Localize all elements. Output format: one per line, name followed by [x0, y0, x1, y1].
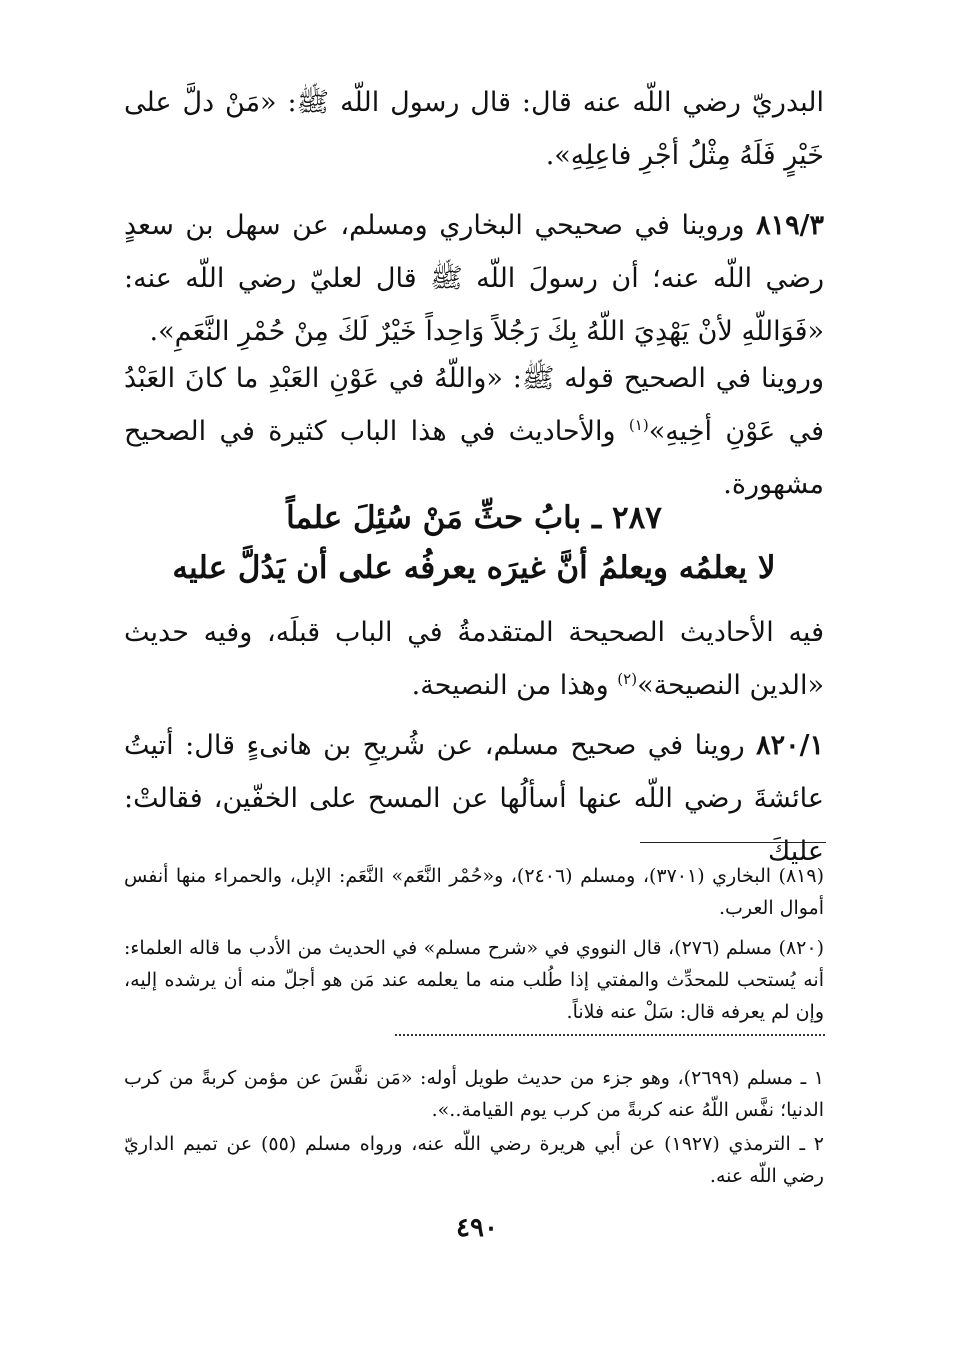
- footnote-1-label: ١ ـ: [800, 1067, 825, 1089]
- footnote-1: [124, 1062, 824, 1126]
- paragraph-sahih: [124, 352, 824, 511]
- page-number: ٤٩٠: [456, 1213, 498, 1243]
- paragraph-chapter-intro-end: وهذا من النصيحة.: [411, 670, 618, 701]
- footnote-2-text: الترمذي (١٩٢٧) عن أبي هريرة رضي اللّه عنه، ورواه مسلم (٥٥) عن تميم الداريّ رضي اللّه عنه.: [124, 1133, 824, 1187]
- footnote-819-label: (٨١٩): [778, 865, 825, 887]
- paragraph-chapter-intro: [124, 606, 824, 712]
- footnote-820-label: (٨٢٠): [778, 937, 825, 959]
- hadith-819-text: وروينا في صحيحي البخاري ومسلم، عن سهل بن سعدٍ رضي اللّه عنه؛ أن رسولَ اللّه ﷺ قال لعليّ رضي اللّه عنه: «فَوَاللّهِ لأنْ يَهْدِيَ اللّهُ بِكَ رَجُلاً وَاحِداً خَيْرٌ لَكَ مِنْ حُمْرِ النَّعَمِ».: [124, 210, 824, 347]
- footnote-819: [124, 860, 824, 924]
- footnote-separator: [640, 842, 826, 843]
- footnote-dotted-separator: [395, 1034, 825, 1036]
- hadith-820-number: ٨٢٠/١: [756, 730, 824, 761]
- footnote-2-label: ٢ ـ: [799, 1133, 825, 1155]
- paragraph-intro-text: البدريّ رضي اللّه عنه قال: قال رسول اللّه ﷺ: «مَنْ دلَّ على خَيْرٍ فَلَهُ مِثْلُ أجْرِ فاعِلِهِ».: [124, 87, 824, 171]
- chapter-heading-line2: لا يعلمُه ويعلمُ أنَّ غيرَه يعرفُه على أن يَدُلَّ عليه: [172, 550, 776, 586]
- hadith-820: [124, 719, 824, 878]
- hadith-819: [124, 199, 824, 358]
- chapter-heading-line1: ٢٨٧ ـ بابُ حثِّ مَنْ سُئِلَ علماً: [286, 500, 662, 536]
- paragraph-sahih-end: والأحاديث في هذا الباب كثيرة في الصحيح مشهورة.: [124, 416, 824, 500]
- footnote-ref-2: (٢): [617, 670, 638, 688]
- paragraph-intro: [124, 76, 824, 182]
- paragraph-chapter-intro-text: فيه الأحاديث الصحيحة المتقدمةُ في الباب قبلَه، وفيه حديث «الدين النصيحة»: [124, 617, 824, 701]
- hadith-819-number: ٨١٩/٣: [756, 210, 824, 241]
- footnote-820-text: مسلم (٢٧٦)، قال النووي في «شرح مسلم» في الحديث من الأدب ما قاله العلماء: أنه يُستحب للمحدِّث والمفتي إذا طُلب منه ما يعلمه عند مَن هو أجلّ منه أن يرشده إليه، وإن لم يعرفه قال: سَلْ عنه فلاناً.: [124, 937, 824, 1023]
- paragraph-sahih-text: وروينا في الصحيح قوله ﷺ: «واللّهُ في عَوْنِ العَبْدِ ما كانَ العَبْدُ في عَوْنِ أخِيهِ»: [124, 363, 825, 447]
- footnote-1-text: مسلم (٢٦٩٩)، وهو جزء من حديث طويل أوله: «مَن نفَّسَ عن مؤمن كربةً من كرب الدنيا؛ نفَّس اللّهُ عنه كربةً من كرب يوم القيامة..».: [124, 1067, 824, 1121]
- footnote-ref-1: (١): [628, 416, 649, 434]
- footnote-2: [124, 1128, 824, 1192]
- hadith-820-text: روينا في صحيح مسلم، عن شُريحِ بن هانىءٍ قال: أتيتُ عائشةَ رضي اللّه عنها أسألُها عن المسح على الخفّين، فقالتْ: عليكَ: [124, 730, 824, 867]
- footnote-820: [124, 932, 824, 1028]
- footnote-819-text: البخاري (٣٧٠١)، ومسلم (٢٤٠٦)، و«حُمْر النَّعَم» النَّعَم: الإبل، والحمراء منها أنفس أموال العرب.: [124, 865, 824, 919]
